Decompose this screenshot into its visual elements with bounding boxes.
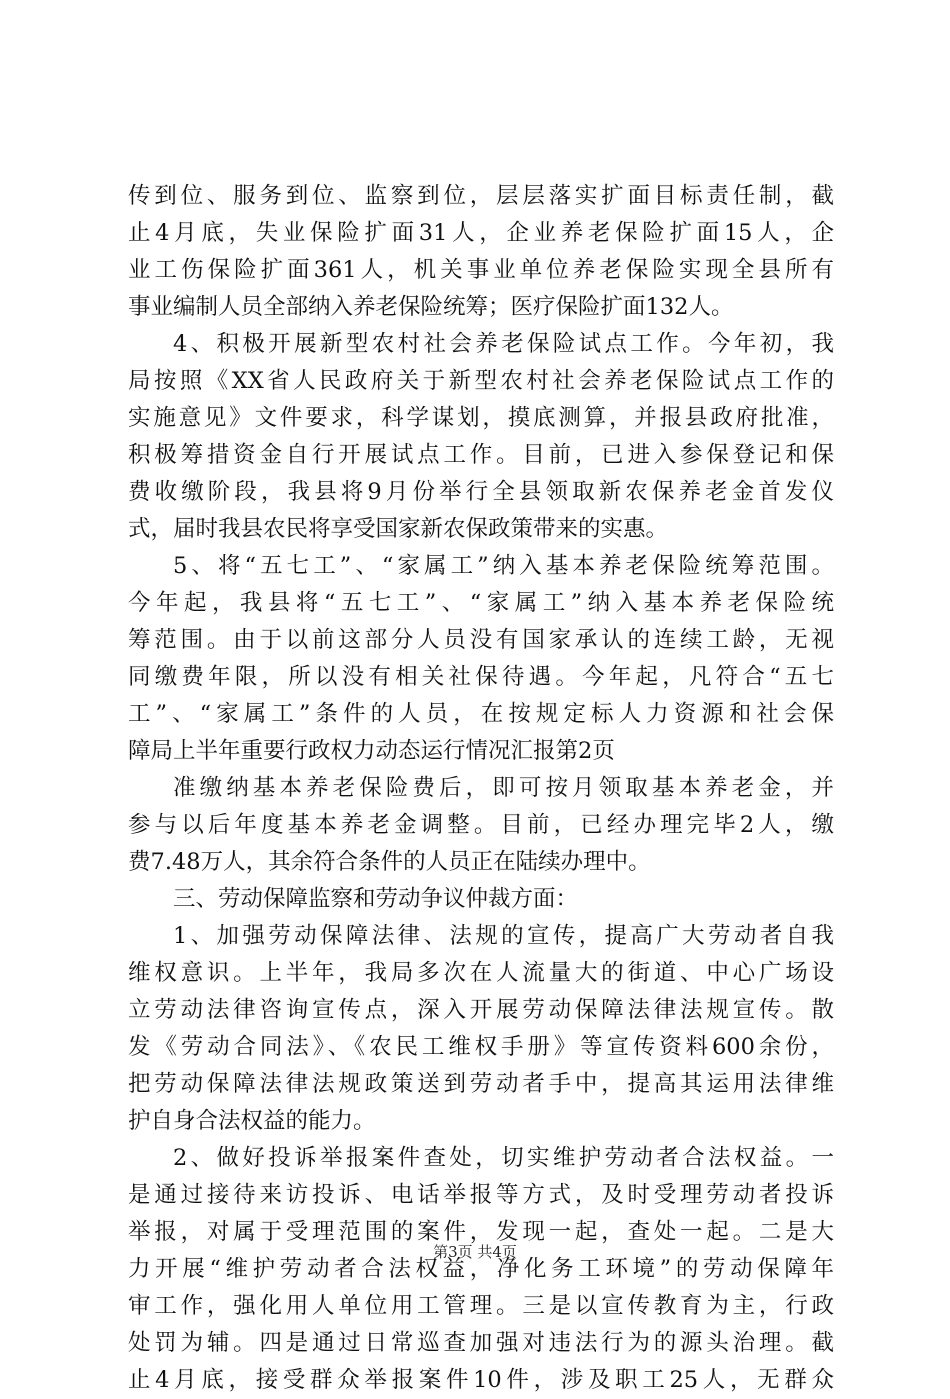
- text-line: 举报，对属于受理范围的案件，发现一起，查处一起。二是大: [128, 1219, 834, 1245]
- text-line: 5、将“五七工”、“家属工”纳入基本养老保险统筹范围。: [173, 553, 834, 579]
- text-line: 止4月底，失业保险扩面31人，企业养老保险扩面15人，企: [128, 220, 834, 246]
- text-line: 准缴纳基本养老保险费后，即可按月领取基本养老金，并: [173, 775, 834, 801]
- text-line: 障局上半年重要行政权力动态运行情况汇报第2页: [128, 738, 615, 764]
- text-line: 同缴费年限，所以没有相关社保待遇。今年起，凡符合“五七: [128, 664, 834, 690]
- text-line: 式，届时我县农民将享受国家新农保政策带来的实惠。: [128, 516, 669, 542]
- text-line: 是通过接待来访投诉、电话举报等方式，及时受理劳动者投诉: [128, 1182, 834, 1208]
- text-line: 筹范围。由于以前这部分人员没有国家承认的连续工龄，无视: [128, 627, 834, 653]
- text-line: 1、加强劳动保障法律、法规的宣传，提高广大劳动者自我: [173, 923, 834, 949]
- text-line: 立劳动法律咨询宣传点，深入开展劳动保障法律法规宣传。散: [128, 997, 834, 1023]
- text-line: 4、积极开展新型农村社会养老保险试点工作。今年初，我: [173, 331, 834, 357]
- text-line: 处罚为辅。四是通过日常巡查加强对违法行为的源头治理。截: [128, 1330, 834, 1356]
- text-line: 止4月底，接受群众举报案件10件，涉及职工25人，无群众: [128, 1367, 834, 1393]
- text-line: 事业编制人员全部纳入养老保险统筹；医疗保险扩面132人。: [128, 294, 734, 320]
- text-line: 维权意识。上半年，我局多次在人流量大的街道、中心广场设: [128, 960, 834, 986]
- text-line: 参与以后年度基本养老金调整。目前，已经办理完毕2人，缴: [128, 812, 834, 838]
- text-line: 三、劳动保障监察和劳动争议仲裁方面：: [173, 886, 579, 912]
- text-line: 费收缴阶段，我县将9月份举行全县领取新农保养老金首发仪: [128, 479, 834, 505]
- text-line: 传到位、服务到位、监察到位，层层落实扩面目标责任制，截: [128, 183, 834, 209]
- text-line: 积极筹措资金自行开展试点工作。目前，已进入参保登记和保: [128, 442, 834, 468]
- document-body: [128, 178, 834, 1399]
- text-line: 业工伤保险扩面361人，机关事业单位养老保险实现全县所有: [128, 257, 834, 283]
- page-footer: 第3页 共4页: [433, 1243, 517, 1261]
- text-line: 费7.48万人，其余符合条件的人员正在陆续办理中。: [128, 849, 651, 875]
- text-line: 把劳动保障法律法规政策送到劳动者手中，提高其运用法律维: [128, 1071, 834, 1097]
- text-line: 发《劳动合同法》、《农民工维权手册》等宣传资料600余份，: [128, 1034, 834, 1060]
- text-line: 护自身合法权益的能力。: [128, 1108, 376, 1134]
- text-line: 局按照《XX省人民政府关于新型农村社会养老保险试点工作的: [128, 368, 834, 394]
- text-line: 审工作，强化用人单位用工管理。三是以宣传教育为主，行政: [128, 1293, 834, 1319]
- text-line: 今年起，我县将“五七工”、“家属工”纳入基本养老保险统: [128, 590, 834, 616]
- text-line: 工”、“家属工”条件的人员，在按规定标人力资源和社会保: [128, 701, 834, 727]
- text-line: 实施意见》文件要求，科学谋划，摸底测算，并报县政府批准，: [128, 405, 834, 431]
- text-line: 力开展“维护劳动者合法权益，净化务工环境”的劳动保障年: [128, 1256, 834, 1282]
- text-line: 2、做好投诉举报案件查处，切实维护劳动者合法权益。一: [173, 1145, 834, 1171]
